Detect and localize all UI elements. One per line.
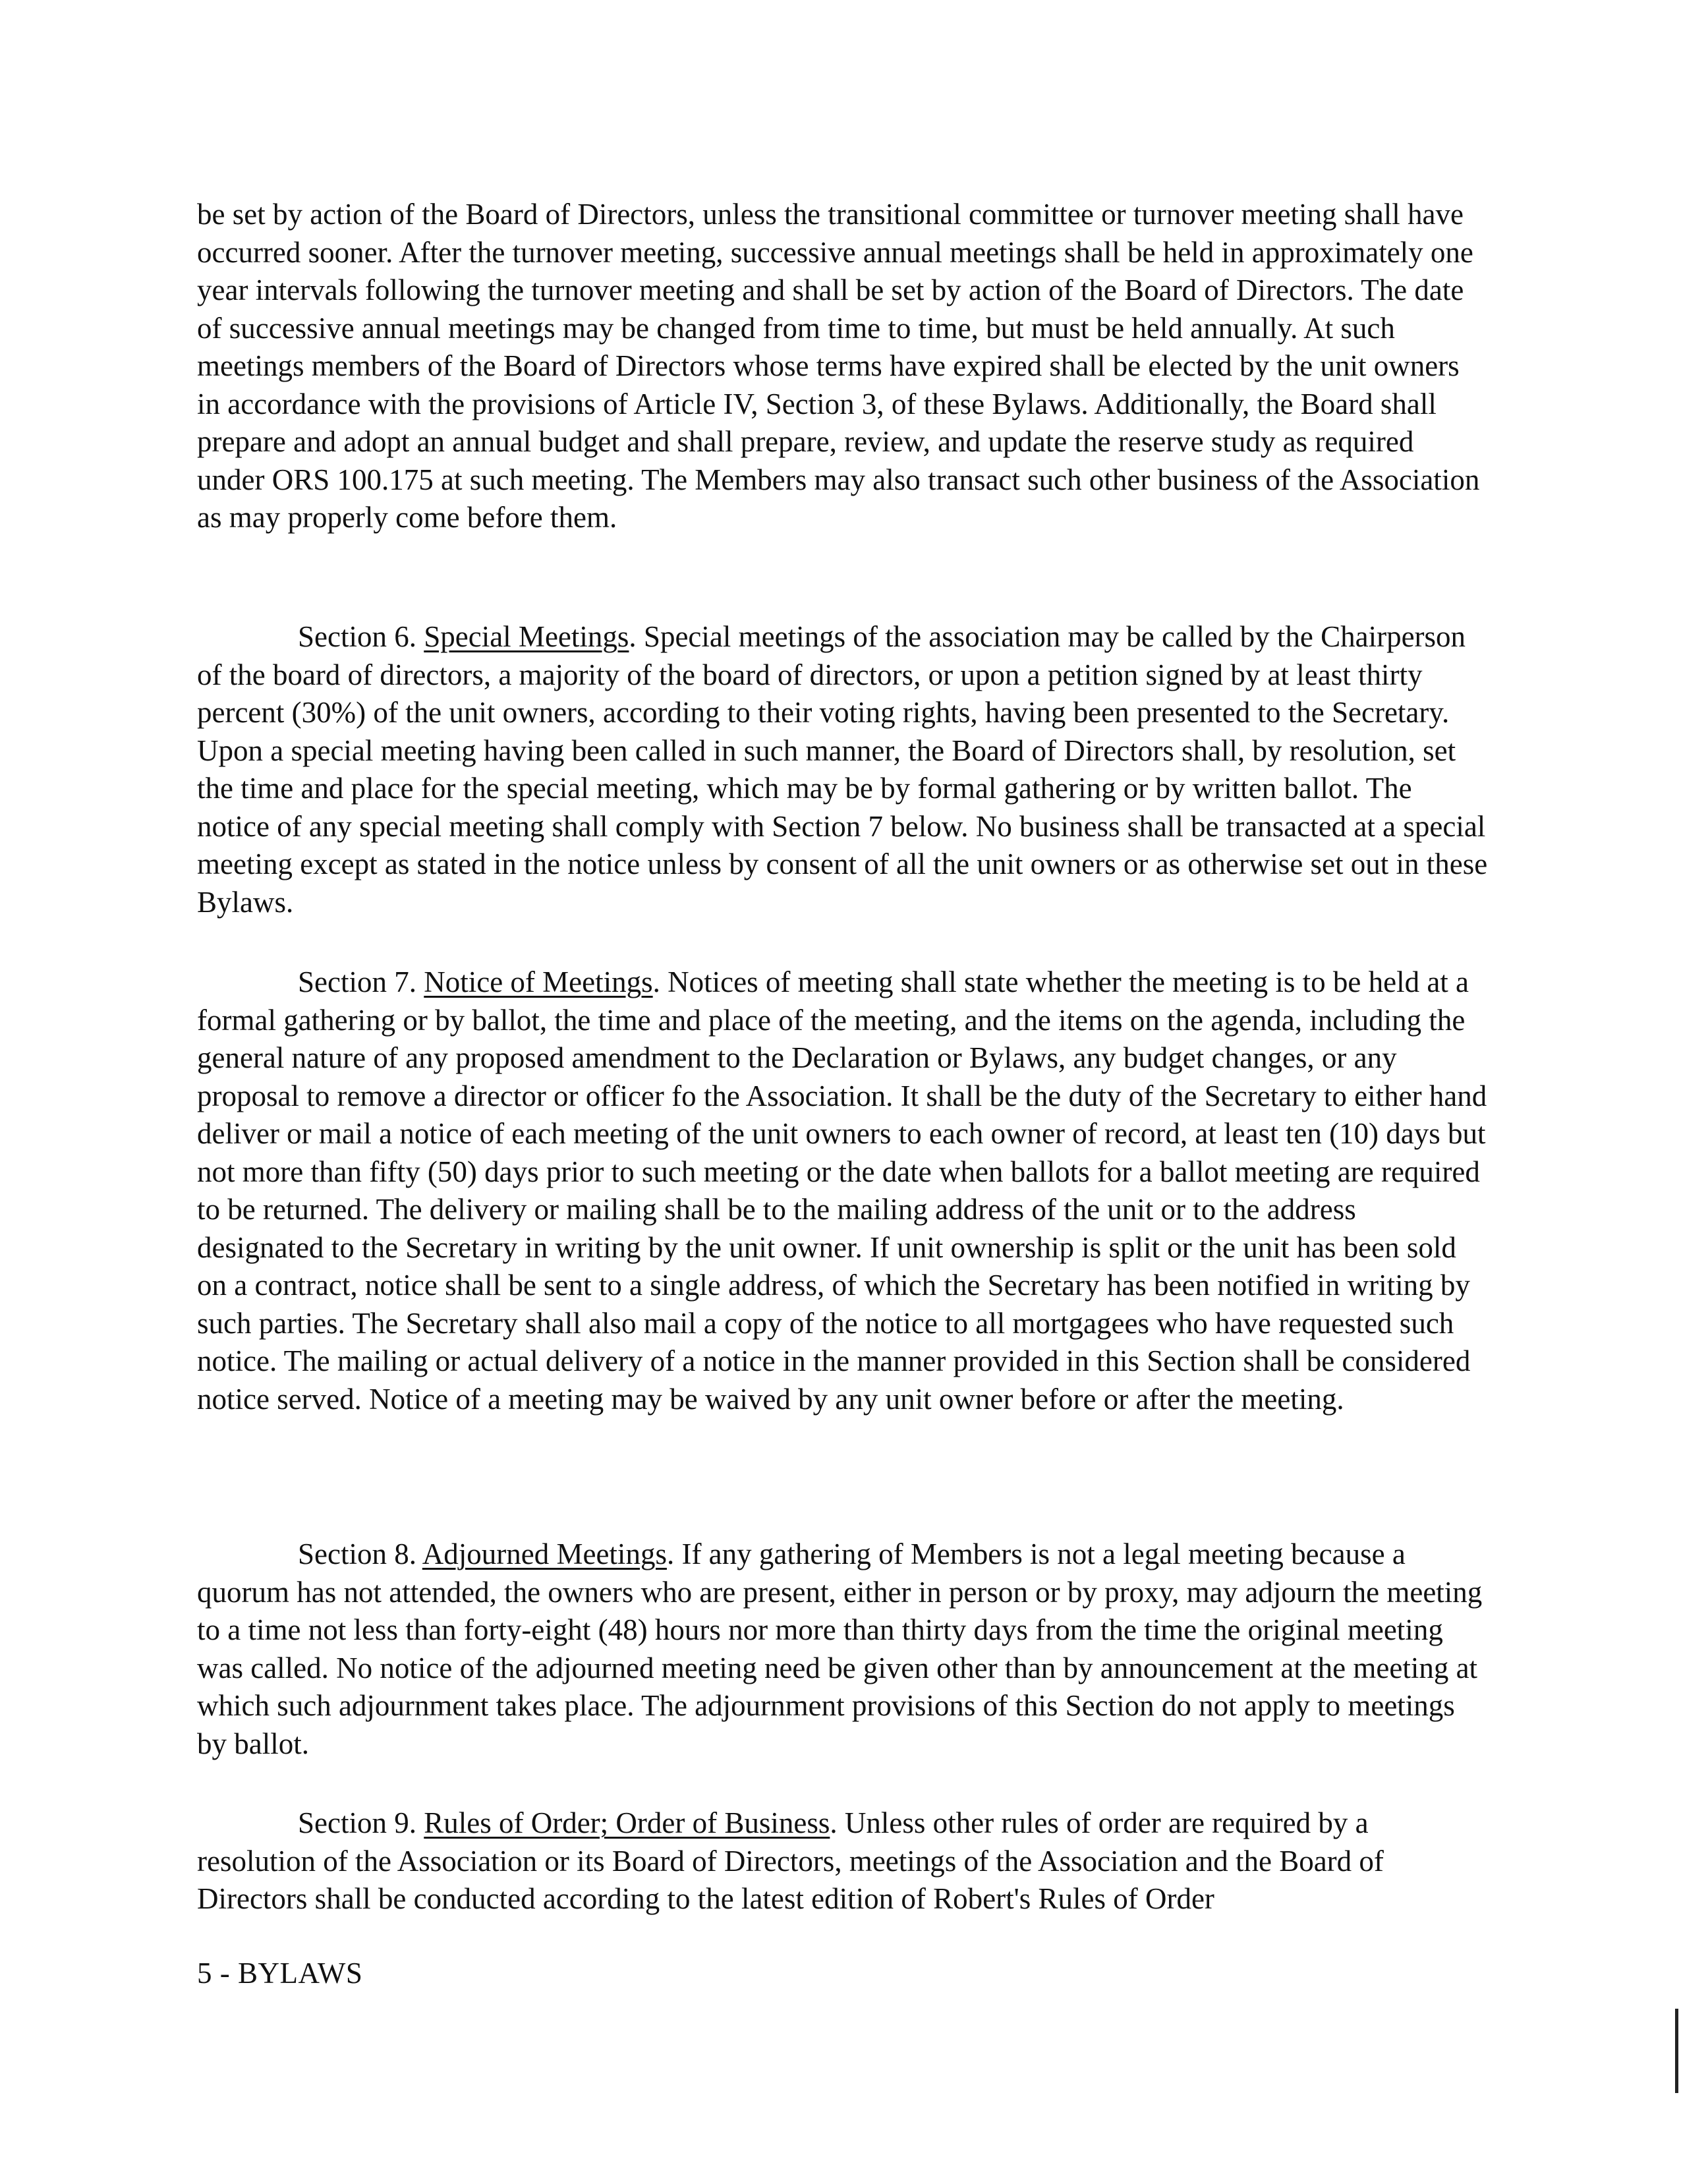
section-label: Section 8. xyxy=(298,1537,416,1570)
section-9-rules-of-order xyxy=(197,1804,1489,1918)
paragraph-annual-meetings-continued xyxy=(197,196,1489,537)
paragraph-text: . If any gathering of Members is not a legal meeting because a quorum has not attended, the owners who are present, either in person or by proxy, may adjourn the meeting to a time not less than forty-eight (48) hours nor more than thirty days from the time the original meeting was called. No notice of the adjourned meeting need be given other than by announcement at the meeting at which such adjournment takes place. The adjournment provisions of this Section do not apply to meetings by ballot. xyxy=(197,1537,1483,1760)
section-8-adjourned-meetings xyxy=(197,1536,1489,1763)
section-title: Special Meetings xyxy=(424,620,629,653)
section-title: Rules of Order; Order of Business xyxy=(424,1806,830,1839)
section-title: Adjourned Meetings xyxy=(422,1537,667,1570)
paragraph-text: . Unless other rules of order are required by a resolution of the Association or its Board of Directors, meetings of the Association and the Board of Directors shall be conducted according to the latest edition of Robert's Rules of Order xyxy=(197,1806,1384,1915)
paragraph-text: . Special meetings of the association may be called by the Chairperson of the board of directors, a majority of the board of directors, or upon a petition signed by at least thirty percent (30%) of the unit owners, according to their voting rights, having been presented to the Secretary. Upon a special meeting having been called in such manner, the Board of Directors shall, by resolution, set the time and place for the special meeting, which may be by formal gathering or by written ballot. The notice of any special meeting shall comply with Section 7 below. No business shall be transacted at a special meeting except as stated in the notice unless by consent of all the unit owners or as otherwise set out in these Bylaws. xyxy=(197,620,1488,919)
section-label: Section 6. xyxy=(298,620,416,653)
scan-edge-mark xyxy=(1675,2009,1678,2093)
paragraph-text: be set by action of the Board of Directors, unless the transitional committee or turnover meeting shall have occurred sooner. After the turnover meeting, successive annual meetings shall be held in approximately one year intervals following the turnover meeting and shall be set by action of the Board of Directors. The date of successive annual meetings may be changed from time to time, but must be held annually. At such meetings members of the Board of Directors whose terms have expired shall be elected by the unit owners in accordance with the provisions of Article IV, Section 3, of these Bylaws. Additionally, the Board shall prepare and adopt an annual budget and shall prepare, review, and update the reserve study as required under ORS 100.175 at such meeting. The Members may also transact such other business of the Association as may properly come before them. xyxy=(197,198,1480,534)
paragraph-text: . Notices of meeting shall state whether the meeting is to be held at a formal gathering or by ballot, the time and place of the meeting, and the items on the agenda, including the general nature of any proposed amendment to the Declaration or Bylaws, any budget changes, or any proposal to remove a director or officer fo the Association. It shall be the duty of the Secretary to either hand deliver or mail a notice of each meeting of the unit owners to each owner of record, at least ten (10) days but not more than fifty (50) days prior to such meeting or the date when ballots for a ballot meeting are required to be returned. The delivery or mailing shall be to the mailing address of the unit or to the address designated to the Secretary in writing by the unit owner. If unit ownership is split or the unit has been sold on a contract, notice shall be sent to a single address, of which the Secretary has been notified in writing by such parties. The Secretary shall also mail a copy of the notice to all mortgagees who have requested such notice. The mailing or actual delivery of a notice in the manner provided in this Section shall be considered notice served. Notice of a meeting may be waived by any unit owner before or after the meeting. xyxy=(197,965,1487,1416)
section-label: Section 9. xyxy=(298,1806,416,1839)
section-label: Section 7. xyxy=(298,965,416,998)
section-title: Notice of Meetings xyxy=(424,965,653,998)
page-footer: 5 - BYLAWS xyxy=(197,1957,363,1990)
section-6-special-meetings xyxy=(197,618,1489,921)
section-7-notice-of-meetings xyxy=(197,963,1489,1418)
